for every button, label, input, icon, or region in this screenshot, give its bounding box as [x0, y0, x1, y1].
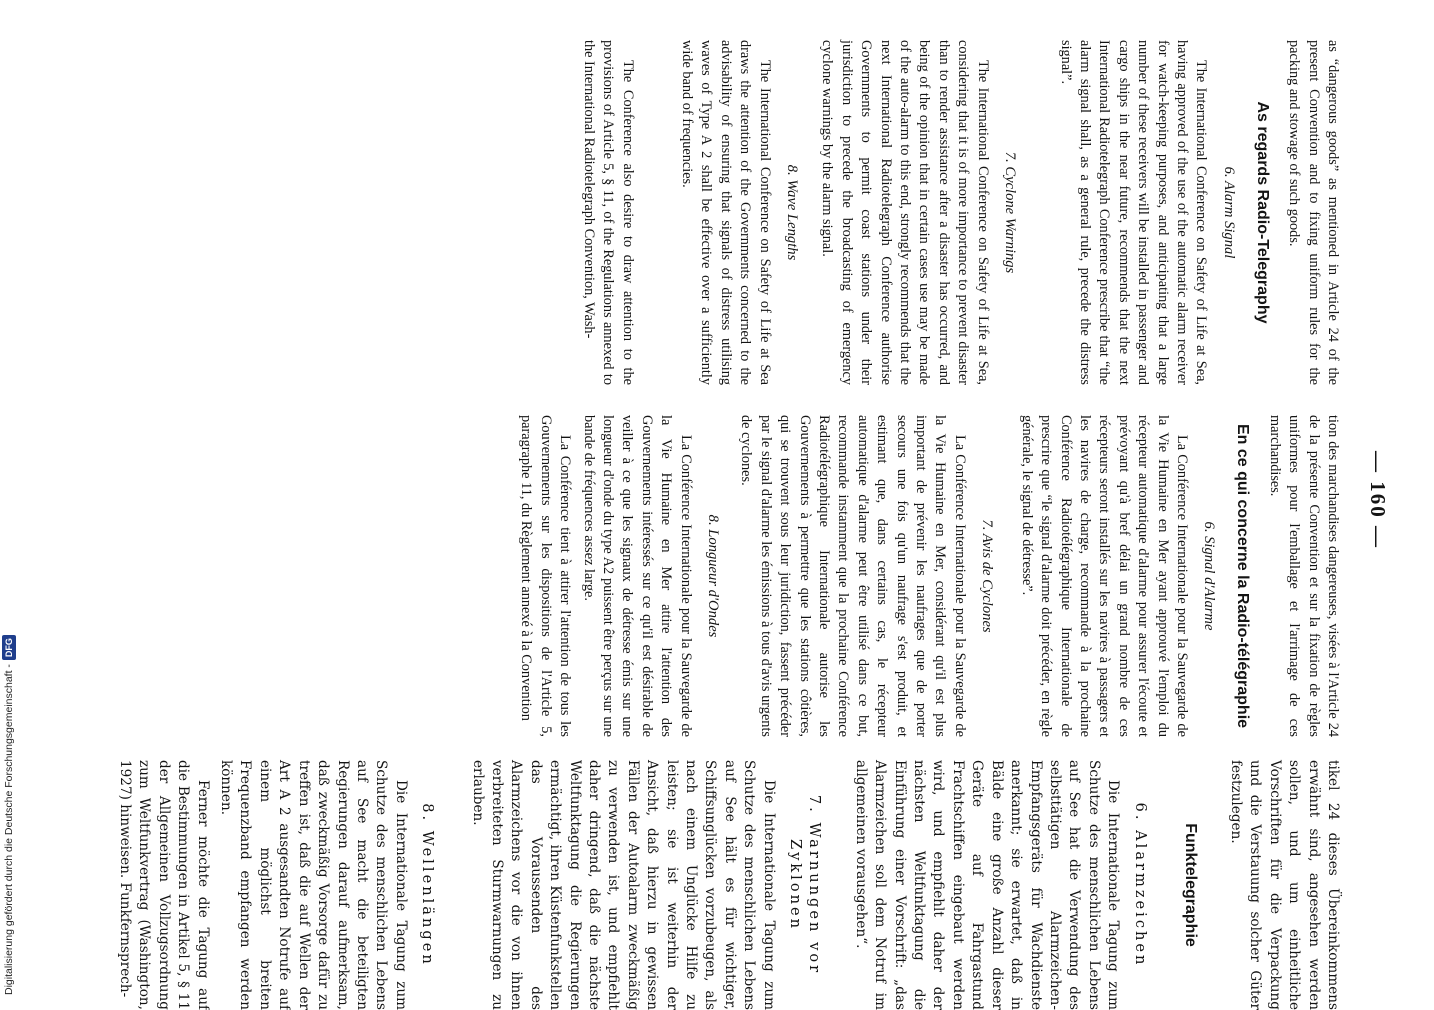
credit-text: Digitalisierung gefördert durch die Deutsche Forschungsgemeinschaft -	[3, 664, 15, 995]
english-column	[578, 40, 1342, 385]
english-s8-text: The International Conference on Safety of Life at Sea draws the attention of the Governments concerned to the advisability of ensuring that signals of distress utilising waves of Type A 2 shall be effective over a sufficiently wide band of frequencies.	[679, 40, 773, 385]
french-s8-title: 8. Longueur d'Ondes	[705, 514, 722, 638]
french-s9-text: La Conférence tient à attirer l'attention de tous les Gouvernements sur les dispositions de l'Article 5, paragraphe 11, du Règlement annexé à la Convention	[518, 415, 574, 737]
german-column	[115, 760, 1342, 1010]
german-s8-title: 8. Wellenlängen	[419, 803, 437, 967]
english-intro: as “dangerous goods” as mentioned in Article 24 of the present Convention and to fixing uniform rules for the packing and stowage of such goods.	[1286, 40, 1341, 385]
french-column	[516, 415, 1342, 737]
german-s6-title: 6. Alarmzeichen	[1131, 802, 1149, 968]
german-heading: Funktelegraphie	[1181, 823, 1199, 947]
english-s8-title: 8. Wave Lengths	[784, 164, 801, 261]
dfg-logo: DFG	[2, 635, 16, 660]
english-s6-title: 6. Alarm Signal	[1220, 166, 1237, 259]
rotated-page	[117, 40, 1390, 1010]
french-s8-text: La Conférence Internationale pour la Sauvegarde de la Vie Humaine en Mer attire l'attention des Gouvernements intéressés sur ce qu'il est désirable de veiller à ce que les signaux de détresse émis sur une longueur d'onde du type A2 puissent être perçus sur une bande de fréquences assez large.	[580, 415, 694, 737]
page-number: — 160 —	[1366, 451, 1390, 549]
german-s7-text: Die Internationale Tagung zum Schutze des menschlichen Lebens auf See hält es für wichtiger, Schiffsunglücken vorzubeugen, als nach einem Unglücke Hilfe zu leisten; sie ist weiterhin der Ansicht, daß hierzu in gewissen Fällen der Autoalarm zweckmäßig zu verwenden ist, und empfiehlt daher dringend, daß die nächste Weltfunktagung die Regierungen ermächtigt, ihren Küstenfunkstellen das Voraussenden des Alarmzeichens vor die von ihnen verbreiteten Sturmwarnungen zu erlauben.	[469, 760, 777, 1010]
german-s6-text: Die Internationale Tagung zum Schutze des menschlichen Lebens auf See hat die Verwendung des selbsttätigen Alarmzeichen-Empfangsgeräts für Wachdienste anerkannt; sie erwartet, daß in Bälde eine große Anzahl dieser Geräte auf Fahrgastund Frachtschiffen eingebaut werden wird, und empfiehlt daher der nächsten Weltfunktagung die Einführung einer Vorschrift: „das Alarmzeichen soll dem Notruf im allgemeinen vorausgehen“.	[852, 760, 1122, 1010]
english-s9-text: The Conference also desire to draw attention to the provisions of Article 5, § 11, of the Regulations annexed to the International Radiotelegraph Convention, Wash-	[580, 40, 636, 385]
french-s6-text: La Conférence Internationale pour la Sauvegarde de la Vie Humaine en Mer ayant approuvé l'emploi du récepteur automatique d'alarme pour assurer l'écoute et prévoyant qu'à bref délai un grand nombre de ces récepteurs seront installés sur les navires à passagers et les navires de charge, recommande à la prochaine Conférence Radiotélégraphique Internationale de prescrire que “le signal d'alarme doit précéder, en règle générale, le signal de détresse”.	[1018, 415, 1190, 737]
digitization-credit	[2, 605, 16, 995]
french-heading: En ce qui concerne la Radio-télégraphie	[1234, 423, 1252, 729]
french-intro: tion des marchandises dangereuses, visées à l'Article 24 de la présente Convention et sur la fixation de règles uniformes pour l'emballage et l'arrimage de ces marchandises.	[1266, 415, 1341, 737]
french-s7-title: 7. Avis de Cyclones	[979, 519, 996, 633]
english-s7-title: 7. Cyclone Warnings	[1002, 151, 1019, 274]
german-s7-title: 7. Warnungen vor Zyklonen	[787, 794, 824, 976]
english-heading: As regards Radio-Telegraphy	[1253, 101, 1271, 324]
french-s7-text: La Conférence Internationale pour la Sauvegarde de la Vie Humaine en Mer, considérant qu'il est plus important de prévenir les naufrages que de porter secours une fois qu'un naufrage s'est produit, et estimant que, dans certains cas, le récepteur automatique d'alarme peut être utilisé dans ce but, recommande instamment que la prochaine Conférence Radiotélégraphique Internationale autorise les Gouvernements à permettre que les stations côtières, qui se trouvent sous leur juridiction, fassent précéder par le signal d'alarme les émissions à tous d'avis urgents de cyclones.	[738, 415, 968, 737]
german-s9-text: Ferner möchte die Tagung auf die Bestimmungen in Artikel 5, § 11 der Allgemeinen Vollzugsordnung zum Weltfunkvertrag (Washington, 1927) hinweisen. Funkfernsprech-	[117, 760, 211, 1010]
german-s8-text: Die Internationale Tagung zum Schutze des menschlichen Lebens auf See macht die beteiligten Regierungen darauf aufmerksam, daß zweckmäßig Vorsorge dafür zu treffen ist, daß die auf Wellen der Art A 2 ausgesandten Notrufe auf einem möglichst breiten Frequenzband empfangen werden können.	[218, 760, 409, 1010]
english-s7-text: The International Conference on Safety of Life at Sea, considering that it is of more importance to prevent disaster than to render assistance after a disaster has occurred, and being of the opinion that in certain cases use may be made of the auto-alarm to this end, strongly recommends that the next International Radiotelegraph Conference authorise Governments to permit coast stations under their jurisdiction to precede the broadcasting of emergency cyclone warnings by the alarm signal.	[819, 40, 991, 385]
english-s6-text: The International Conference on Safety of Life at Sea, having approved of the use of the automatic alarm receiver for watch-keeping purposes, and anticipating that a large number of these receivers will be installed in passenger and cargo ships in the near future, recommends that the next International Radiotelegraph Conference prescribe that “the alarm signal shall, as a general rule, precede the distress signal”.	[1057, 40, 1210, 385]
german-intro: tikel 24 dieses Übereinkommens erwähnt sind, angesehen werden sollen, und um einheitliche Vorschriften für die Verpackung und die Verstauung solcher Güter festzulegen.	[1227, 760, 1341, 1010]
french-s6-title: 6. Signal d'Alarme	[1201, 521, 1218, 631]
